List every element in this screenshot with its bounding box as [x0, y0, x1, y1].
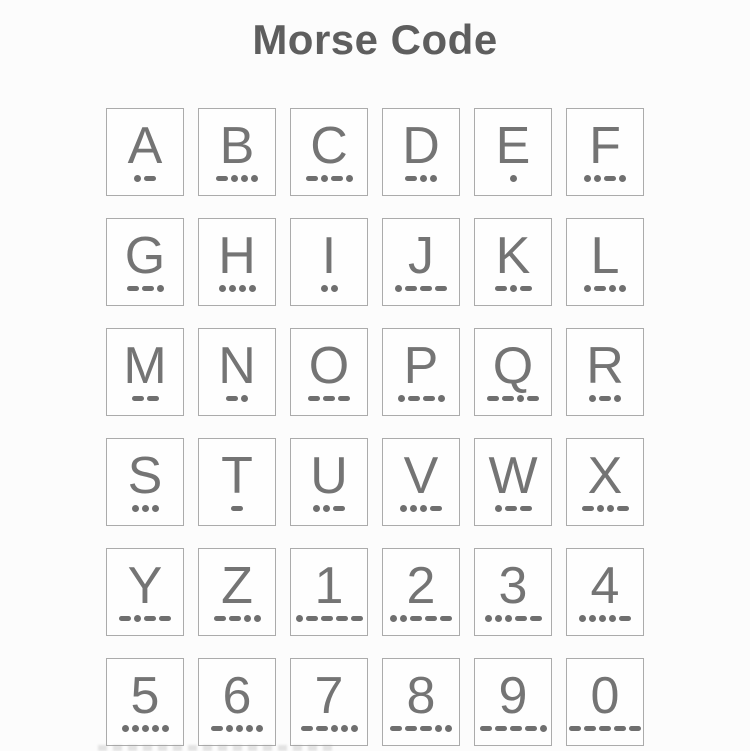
- dash-symbol: [211, 726, 223, 731]
- dot-symbol: [619, 175, 626, 182]
- morse-card-A: [106, 108, 184, 196]
- card-character: J: [408, 227, 434, 285]
- card-morse-code: [132, 505, 159, 512]
- card-character: Q: [492, 337, 534, 395]
- dash-symbol: [316, 726, 328, 731]
- card-character: W: [488, 447, 538, 505]
- card-morse-code: [308, 395, 350, 402]
- dash-symbol: [405, 286, 417, 291]
- card-morse-code: [405, 175, 437, 182]
- dash-symbol: [308, 396, 320, 401]
- morse-card-T: [198, 438, 276, 526]
- dot-symbol: [256, 725, 263, 732]
- card-morse-code: [132, 395, 159, 402]
- card-morse-code: [398, 395, 445, 402]
- dash-symbol: [119, 616, 131, 621]
- card-morse-code: [321, 285, 338, 292]
- dot-symbol: [239, 285, 246, 292]
- dot-symbol: [162, 725, 169, 732]
- dash-symbol: [301, 726, 313, 731]
- card-character: E: [495, 117, 531, 175]
- card-morse-code: [122, 725, 169, 732]
- dot-symbol: [510, 175, 517, 182]
- dot-symbol: [296, 615, 303, 622]
- dot-symbol: [142, 725, 149, 732]
- cutoff-watermark: [98, 745, 333, 751]
- dash-symbol: [405, 726, 417, 731]
- card-character: P: [403, 337, 439, 395]
- dot-symbol: [430, 175, 437, 182]
- dot-symbol: [152, 725, 159, 732]
- card-morse-code: [214, 615, 261, 622]
- dash-symbol: [520, 506, 532, 511]
- dot-symbol: [435, 725, 442, 732]
- card-morse-code: [219, 285, 256, 292]
- card-morse-code: [487, 395, 539, 402]
- dot-symbol: [609, 285, 616, 292]
- dash-symbol: [614, 726, 626, 731]
- card-character: H: [218, 227, 256, 285]
- card-character: Z: [221, 557, 253, 615]
- dash-symbol: [487, 396, 499, 401]
- dash-symbol: [480, 726, 492, 731]
- dash-symbol: [502, 396, 514, 401]
- card-morse-code: [582, 505, 629, 512]
- card-character: F: [589, 117, 621, 175]
- dash-symbol: [229, 616, 241, 621]
- dot-symbol: [321, 175, 328, 182]
- dash-symbol: [527, 396, 539, 401]
- dot-symbol: [132, 505, 139, 512]
- card-morse-code: [395, 285, 447, 292]
- dot-symbol: [420, 175, 427, 182]
- card-morse-code: [589, 395, 621, 402]
- card-morse-code: [127, 285, 164, 292]
- card-character: O: [308, 337, 350, 395]
- card-morse-code: [301, 725, 358, 732]
- dot-symbol: [619, 285, 626, 292]
- card-character: M: [123, 337, 167, 395]
- card-character: 4: [590, 557, 620, 615]
- dash-symbol: [336, 616, 348, 621]
- card-morse-code: [390, 615, 452, 622]
- card-character: N: [218, 337, 256, 395]
- card-character: V: [403, 447, 439, 505]
- dot-symbol: [589, 615, 596, 622]
- morse-card-L: [566, 218, 644, 306]
- card-character: 6: [222, 667, 252, 725]
- dot-symbol: [244, 615, 251, 622]
- dot-symbol: [420, 505, 427, 512]
- dash-symbol: [617, 506, 629, 511]
- morse-card-J: [382, 218, 460, 306]
- dash-symbol: [510, 726, 522, 731]
- dot-symbol: [517, 395, 524, 402]
- card-character: 9: [498, 667, 528, 725]
- morse-card-8: [382, 658, 460, 746]
- dot-symbol: [246, 725, 253, 732]
- card-morse-code: [306, 175, 353, 182]
- dash-symbol: [306, 616, 318, 621]
- card-character: 7: [314, 667, 344, 725]
- dash-symbol: [142, 286, 154, 291]
- morse-card-0: [566, 658, 644, 746]
- dot-symbol: [134, 175, 141, 182]
- card-morse-code: [313, 505, 345, 512]
- morse-card-4: [566, 548, 644, 636]
- card-character: 8: [406, 667, 436, 725]
- dot-symbol: [132, 725, 139, 732]
- card-character: X: [587, 447, 623, 505]
- morse-card-D: [382, 108, 460, 196]
- dash-symbol: [569, 726, 581, 731]
- dot-symbol: [251, 175, 258, 182]
- page-title: Morse Code: [252, 16, 498, 63]
- dash-symbol: [525, 726, 537, 731]
- dash-symbol: [147, 396, 159, 401]
- morse-card-Y: [106, 548, 184, 636]
- card-character: D: [402, 117, 440, 175]
- dash-symbol: [599, 726, 611, 731]
- card-morse-code: [231, 505, 243, 512]
- card-morse-code: [226, 395, 248, 402]
- dot-symbol: [438, 395, 445, 402]
- dash-symbol: [420, 726, 432, 731]
- card-morse-code: [400, 505, 442, 512]
- morse-card-3: [474, 548, 552, 636]
- morse-card-N: [198, 328, 276, 416]
- dash-symbol: [594, 286, 606, 291]
- dash-symbol: [144, 616, 156, 621]
- dash-symbol: [599, 396, 611, 401]
- morse-card-9: [474, 658, 552, 746]
- morse-grid: [106, 108, 644, 746]
- card-character: 3: [498, 557, 528, 615]
- dot-symbol: [134, 615, 141, 622]
- morse-card-5: [106, 658, 184, 746]
- dot-symbol: [614, 395, 621, 402]
- dot-symbol: [323, 505, 330, 512]
- card-morse-code: [495, 505, 532, 512]
- card-character: Y: [127, 557, 163, 615]
- dot-symbol: [331, 285, 338, 292]
- morse-card-V: [382, 438, 460, 526]
- dash-symbol: [226, 396, 238, 401]
- morse-card-1: [290, 548, 368, 636]
- dash-symbol: [351, 616, 363, 621]
- dash-symbol: [127, 286, 139, 291]
- card-morse-code: [495, 285, 532, 292]
- morse-card-H: [198, 218, 276, 306]
- dot-symbol: [321, 285, 328, 292]
- card-morse-code: [119, 615, 171, 622]
- card-character: 2: [406, 557, 436, 615]
- card-character: K: [495, 227, 531, 285]
- dash-symbol: [425, 616, 437, 621]
- dash-symbol: [132, 396, 144, 401]
- dot-symbol: [219, 285, 226, 292]
- dash-symbol: [435, 286, 447, 291]
- card-character: 1: [314, 557, 344, 615]
- morse-card-S: [106, 438, 184, 526]
- dash-symbol: [408, 396, 420, 401]
- dash-symbol: [520, 286, 532, 291]
- morse-card-F: [566, 108, 644, 196]
- card-character: 0: [590, 667, 620, 725]
- dot-symbol: [594, 175, 601, 182]
- dot-symbol: [540, 725, 547, 732]
- morse-card-X: [566, 438, 644, 526]
- morse-card-I: [290, 218, 368, 306]
- card-character: G: [124, 227, 166, 285]
- dot-symbol: [584, 285, 591, 292]
- dot-symbol: [341, 725, 348, 732]
- dash-symbol: [629, 726, 641, 731]
- card-morse-code: [390, 725, 452, 732]
- card-character: I: [321, 227, 337, 285]
- dash-symbol: [331, 176, 343, 181]
- dot-symbol: [584, 175, 591, 182]
- dash-symbol: [584, 726, 596, 731]
- dash-symbol: [338, 396, 350, 401]
- card-morse-code: [134, 175, 156, 182]
- dash-symbol: [604, 176, 616, 181]
- dash-symbol: [321, 616, 333, 621]
- card-morse-code: [485, 615, 542, 622]
- dot-symbol: [236, 725, 243, 732]
- dash-symbol: [530, 616, 542, 621]
- dash-symbol: [159, 616, 171, 621]
- dash-symbol: [515, 616, 527, 621]
- morse-card-O: [290, 328, 368, 416]
- dash-symbol: [495, 286, 507, 291]
- dash-symbol: [405, 176, 417, 181]
- card-morse-code: [216, 175, 258, 182]
- dash-symbol: [144, 176, 156, 181]
- card-character: A: [127, 117, 163, 175]
- dash-symbol: [214, 616, 226, 621]
- dot-symbol: [609, 615, 616, 622]
- dot-symbol: [313, 505, 320, 512]
- morse-card-R: [566, 328, 644, 416]
- dash-symbol: [390, 726, 402, 731]
- dash-symbol: [582, 506, 594, 511]
- dot-symbol: [249, 285, 256, 292]
- dot-symbol: [510, 285, 517, 292]
- dot-symbol: [400, 505, 407, 512]
- dot-symbol: [607, 505, 614, 512]
- dash-symbol: [410, 616, 422, 621]
- card-morse-code: [584, 285, 626, 292]
- card-character: R: [586, 337, 624, 395]
- card-morse-code: [569, 725, 641, 732]
- morse-card-E: [474, 108, 552, 196]
- dot-symbol: [505, 615, 512, 622]
- morse-card-U: [290, 438, 368, 526]
- morse-card-W: [474, 438, 552, 526]
- dot-symbol: [445, 725, 452, 732]
- dot-symbol: [346, 175, 353, 182]
- dot-symbol: [398, 395, 405, 402]
- card-morse-code: [296, 615, 363, 622]
- card-character: B: [219, 117, 255, 175]
- card-character: L: [590, 227, 620, 285]
- dot-symbol: [226, 725, 233, 732]
- dash-symbol: [323, 396, 335, 401]
- dash-symbol: [333, 506, 345, 511]
- morse-card-G: [106, 218, 184, 306]
- dot-symbol: [157, 285, 164, 292]
- dash-symbol: [231, 506, 243, 511]
- dash-symbol: [619, 616, 631, 621]
- dash-symbol: [440, 616, 452, 621]
- morse-card-Q: [474, 328, 552, 416]
- dot-symbol: [229, 285, 236, 292]
- dot-symbol: [122, 725, 129, 732]
- morse-card-B: [198, 108, 276, 196]
- dot-symbol: [599, 615, 606, 622]
- morse-card-C: [290, 108, 368, 196]
- dash-symbol: [430, 506, 442, 511]
- dot-symbol: [495, 505, 502, 512]
- card-character: U: [310, 447, 348, 505]
- card-morse-code: [211, 725, 263, 732]
- dot-symbol: [589, 395, 596, 402]
- dash-symbol: [505, 506, 517, 511]
- dash-symbol: [306, 176, 318, 181]
- dot-symbol: [395, 285, 402, 292]
- morse-card-K: [474, 218, 552, 306]
- morse-card-M: [106, 328, 184, 416]
- morse-card-P: [382, 328, 460, 416]
- dot-symbol: [142, 505, 149, 512]
- dot-symbol: [390, 615, 397, 622]
- card-morse-code: [584, 175, 626, 182]
- card-morse-code: [510, 175, 517, 182]
- card-character: S: [127, 447, 163, 505]
- dash-symbol: [216, 176, 228, 181]
- dot-symbol: [231, 175, 238, 182]
- dot-symbol: [579, 615, 586, 622]
- dot-symbol: [400, 615, 407, 622]
- morse-card-Z: [198, 548, 276, 636]
- dot-symbol: [351, 725, 358, 732]
- card-character: 5: [130, 667, 160, 725]
- dash-symbol: [423, 396, 435, 401]
- morse-card-7: [290, 658, 368, 746]
- dot-symbol: [410, 505, 417, 512]
- dot-symbol: [241, 175, 248, 182]
- card-morse-code: [480, 725, 547, 732]
- dash-symbol: [420, 286, 432, 291]
- morse-card-6: [198, 658, 276, 746]
- dot-symbol: [331, 725, 338, 732]
- dot-symbol: [241, 395, 248, 402]
- card-morse-code: [579, 615, 631, 622]
- dot-symbol: [597, 505, 604, 512]
- dash-symbol: [495, 726, 507, 731]
- dot-symbol: [152, 505, 159, 512]
- card-character: T: [221, 447, 253, 505]
- dot-symbol: [495, 615, 502, 622]
- dot-symbol: [254, 615, 261, 622]
- morse-card-2: [382, 548, 460, 636]
- dot-symbol: [485, 615, 492, 622]
- card-character: C: [310, 117, 348, 175]
